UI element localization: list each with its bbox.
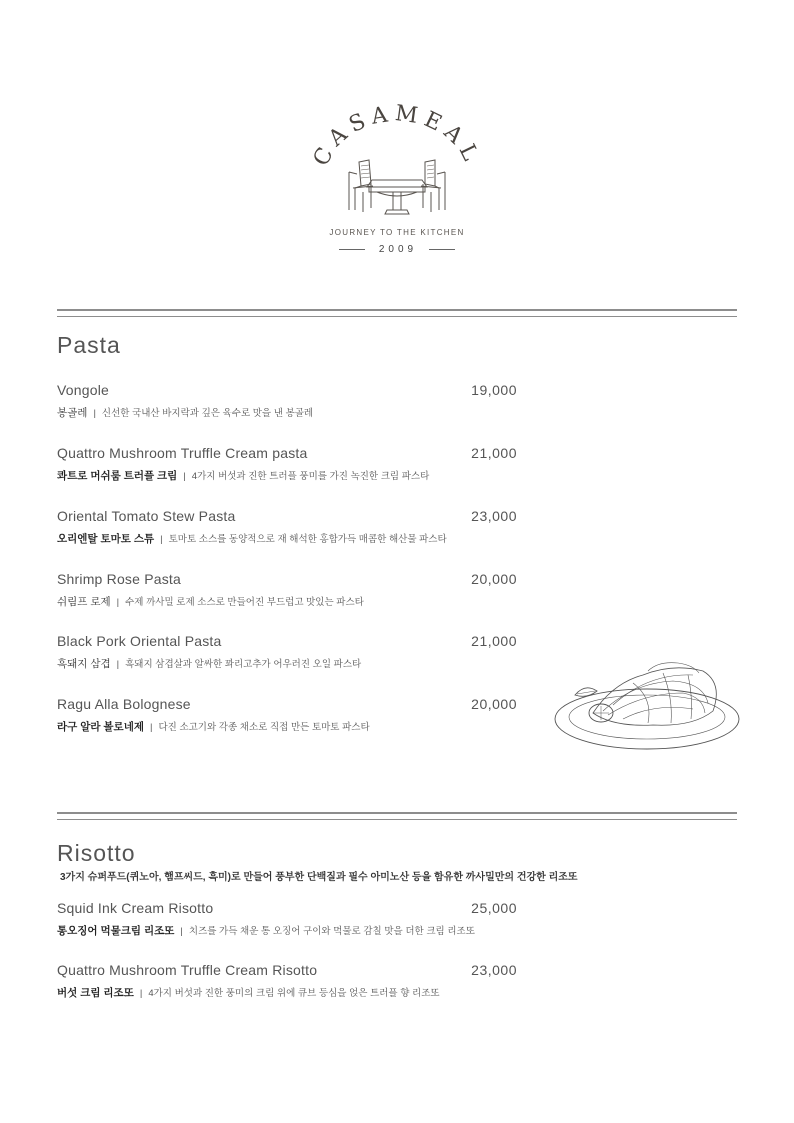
menu-item: Black Pork Oriental Pasta 21,000 흑돼지 삼겹 | 흑돼지 삼겹살과 알싸한 꽈리고추가 어우러진 오일 파스타 (57, 633, 517, 670)
year-row (297, 244, 497, 255)
item-price: 23,000 (471, 508, 517, 524)
brand-name-arc (309, 101, 485, 170)
brand-name: CASAMEAL (308, 101, 486, 171)
item-name: Quattro Mushroom Truffle Cream pasta (57, 445, 308, 461)
item-korean-name: 쉬림프 로제 (57, 596, 111, 608)
section-title-risotto: Risotto (57, 840, 136, 866)
item-price: 20,000 (471, 696, 517, 712)
brand-logo (297, 92, 497, 262)
item-name: Ragu Alla Bolognese (57, 696, 191, 712)
item-name: Vongole (57, 382, 110, 398)
menu-item: Shrimp Rose Pasta 20,000 쉬림프 로제 | 수제 까사밀 로제 소스로 만들어진 부드럽고 맛있는 파스타 (57, 571, 517, 608)
section-description-risotto: 3가지 슈퍼푸드(퀴노아, 햄프씨드, 흑미)로 만들어 풍부한 단백질과 필수 아미노산 등을 함유한 까사밀만의 건강한 리조또 (60, 872, 578, 883)
item-description: 흑돼지 삼겹살과 알싸한 꽈리고추가 어우러진 오일 파스타 (125, 659, 362, 670)
section-rule-risotto (57, 812, 737, 820)
tagline: JOURNEY TO THE KITCHEN (329, 228, 465, 237)
divider-right (429, 249, 455, 250)
item-name: Squid Ink Cream Risotto (57, 900, 214, 916)
pasta-plate-icon (555, 663, 739, 749)
menu-item: Quattro Mushroom Truffle Cream Risotto 23,000 버섯 크림 리조또 | 4가지 버섯과 진한 풍미의 크림 위에 큐브 등심을 얹은 트러플 향 리조또 (57, 962, 517, 999)
item-description: 치즈를 가득 채운 통 오징어 구이와 먹물로 감칠 맛을 더한 크림 리조또 (188, 926, 475, 937)
item-price: 20,000 (471, 571, 517, 587)
section-rule-pasta (57, 309, 737, 317)
item-korean-name: 버섯 크림 리조또 (57, 987, 134, 999)
section-title-pasta: Pasta (57, 332, 121, 358)
menu-item: Vongole 19,000 봉골레 | 신선한 국내산 바지락과 깊은 육수로 맛을 낸 봉골레 (57, 382, 517, 419)
founding-year: 2009 (378, 244, 418, 255)
item-price: 21,000 (471, 633, 517, 649)
item-description: 4가지 버섯과 진한 트러플 풍미를 가진 녹진한 크림 파스타 (191, 471, 430, 482)
item-korean-name: 봉골레 (57, 407, 88, 419)
divider-left (339, 249, 365, 250)
item-description: 다진 소고기와 각종 채소로 직접 만든 토마토 파스타 (158, 722, 370, 733)
item-description: 토마토 소스를 동양적으로 재 해석한 홍합가득 매콤한 해산물 파스타 (168, 534, 447, 545)
item-description: 신선한 국내산 바지락과 깊은 육수로 맛을 낸 봉골레 (101, 408, 314, 419)
pasta-plate-illustration (553, 653, 741, 753)
item-korean-name: 오리엔탈 토마토 스튜 (57, 533, 155, 545)
item-name: Quattro Mushroom Truffle Cream Risotto (57, 962, 318, 978)
item-description: 4가지 버섯과 진한 풍미의 크림 위에 큐브 등심을 얹은 트러플 향 리조또 (148, 988, 440, 999)
item-name: Shrimp Rose Pasta (57, 571, 182, 587)
item-price: 21,000 (471, 445, 517, 461)
item-korean-name: 통오징어 먹물크림 리조또 (57, 925, 175, 937)
item-korean-name: 라구 알라 볼로네제 (57, 721, 144, 733)
item-name: Black Pork Oriental Pasta (57, 633, 222, 649)
table-chairs-icon (349, 160, 445, 214)
item-price: 23,000 (471, 962, 517, 978)
menu-item: Ragu Alla Bolognese 20,000 라구 알라 볼로네제 | 다진 소고기와 각종 채소로 직접 만든 토마토 파스타 (57, 696, 517, 733)
item-name: Oriental Tomato Stew Pasta (57, 508, 236, 524)
item-description: 수제 까사밀 로제 소스로 만들어진 부드럽고 맛있는 파스타 (125, 597, 364, 608)
item-korean-name: 콰트로 머쉬룸 트러플 크림 (57, 470, 178, 482)
item-price: 19,000 (471, 382, 517, 398)
menu-item: Quattro Mushroom Truffle Cream pasta 21,000 콰트로 머쉬룸 트러플 크림 | 4가지 버섯과 진한 트러플 풍미를 가진 녹진한 크림 파스타 (57, 445, 517, 482)
item-korean-name: 흑돼지 삼겹 (57, 658, 111, 670)
menu-item: Squid Ink Cream Risotto 25,000 통오징어 먹물크림 리조또 | 치즈를 가득 채운 통 오징어 구이와 먹물로 감칠 맛을 더한 크림 리조또 (57, 900, 517, 937)
item-price: 25,000 (471, 900, 517, 916)
menu-item: Oriental Tomato Stew Pasta 23,000 오리엔탈 토마토 스튜 | 토마토 소스를 동양적으로 재 해석한 홍합가득 매콤한 해산물 파스타 (57, 508, 517, 545)
